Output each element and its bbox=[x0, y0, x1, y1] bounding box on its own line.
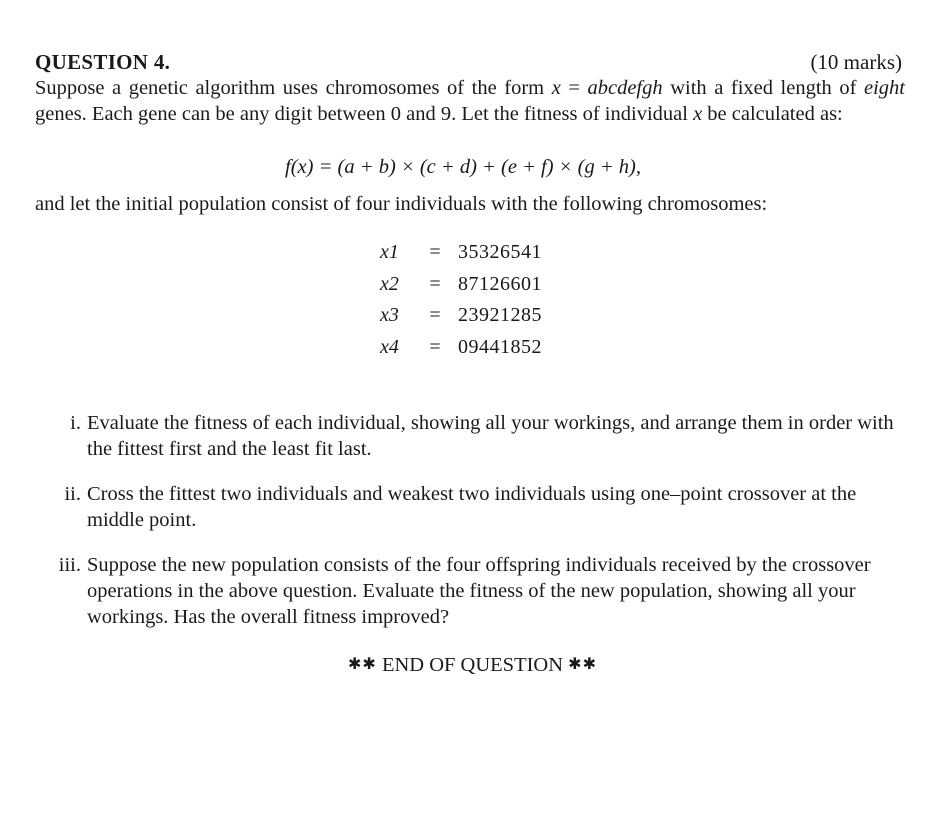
sub-question-number: i. bbox=[70, 412, 81, 434]
sub-question bbox=[35, 552, 910, 630]
chromosome-eq: = bbox=[429, 335, 441, 358]
ind-var: x bbox=[693, 103, 703, 125]
chromosome-name: x4 bbox=[380, 335, 399, 358]
question-marks: (10 marks) bbox=[810, 50, 902, 74]
form-var: x bbox=[551, 77, 561, 99]
intro-text-1: Suppose a genetic algorithm uses chromosomes of the form bbox=[35, 77, 552, 99]
sub-question-text: Cross the fittest two individuals and weakest two individuals using one–point crossover at the middle point. bbox=[87, 483, 857, 531]
chromosome-value: 87126601 bbox=[458, 272, 542, 295]
sub-question-text: Evaluate the fitness of each individual, showing all your workings, and arrange them in order with the fittest first and the least fit last. bbox=[87, 412, 894, 460]
sub-question bbox=[35, 410, 910, 462]
end-of-question bbox=[0, 652, 945, 678]
chromosome-eq: = bbox=[429, 304, 441, 327]
chromosome-row bbox=[380, 300, 578, 332]
question-header bbox=[35, 50, 902, 74]
chromosome-table bbox=[380, 237, 578, 363]
chromosome-eq: = bbox=[429, 272, 441, 295]
chromosome-row bbox=[380, 332, 578, 364]
question-title: QUESTION 4. bbox=[35, 50, 171, 74]
intro-eight: eight bbox=[864, 77, 905, 99]
chromosome-row bbox=[380, 269, 578, 301]
chromosome-value: 09441852 bbox=[458, 335, 542, 358]
chromosome-value: 35326541 bbox=[458, 241, 542, 264]
form-eq: = bbox=[560, 77, 588, 99]
sub-question-text: Suppose the new population consists of the four offspring individuals received by the crossover operations in the above question. Evaluate the fitness of the new population, showing all your workings. Has the overall fitness improved? bbox=[87, 554, 871, 628]
sub-question bbox=[35, 481, 910, 533]
sub-questions bbox=[35, 410, 910, 649]
chromosome-value: 23921285 bbox=[458, 304, 542, 327]
end-text: END OF QUESTION bbox=[381, 654, 564, 676]
population-lead: and let the initial population consist of four individuals with the following chromosomes: bbox=[35, 193, 768, 215]
form-expr: abcdefgh bbox=[587, 77, 663, 99]
asterisk-icon: ✱✱ bbox=[568, 656, 597, 673]
intro-text-2: with a fixed length of bbox=[662, 77, 864, 99]
chromosome-name: x2 bbox=[380, 272, 399, 295]
intro-text-4: be calculated as: bbox=[702, 103, 843, 125]
sub-question-number: ii. bbox=[64, 483, 81, 505]
chromosome-eq: = bbox=[429, 241, 441, 264]
chromosome-name: x1 bbox=[380, 241, 399, 264]
chromosome-row bbox=[380, 237, 578, 269]
intro-text-3: genes. Each gene can be any digit between 0 and 9. Let the fitness of individual bbox=[35, 103, 694, 125]
chromosome-name: x3 bbox=[380, 304, 399, 327]
fitness-formula: f(x) = (a + b) × (c + d) + (e + f) × (g + h), bbox=[285, 156, 641, 178]
asterisk-icon: ✱✱ bbox=[348, 656, 377, 673]
sub-question-number: iii. bbox=[58, 554, 81, 576]
question-intro bbox=[35, 75, 905, 127]
